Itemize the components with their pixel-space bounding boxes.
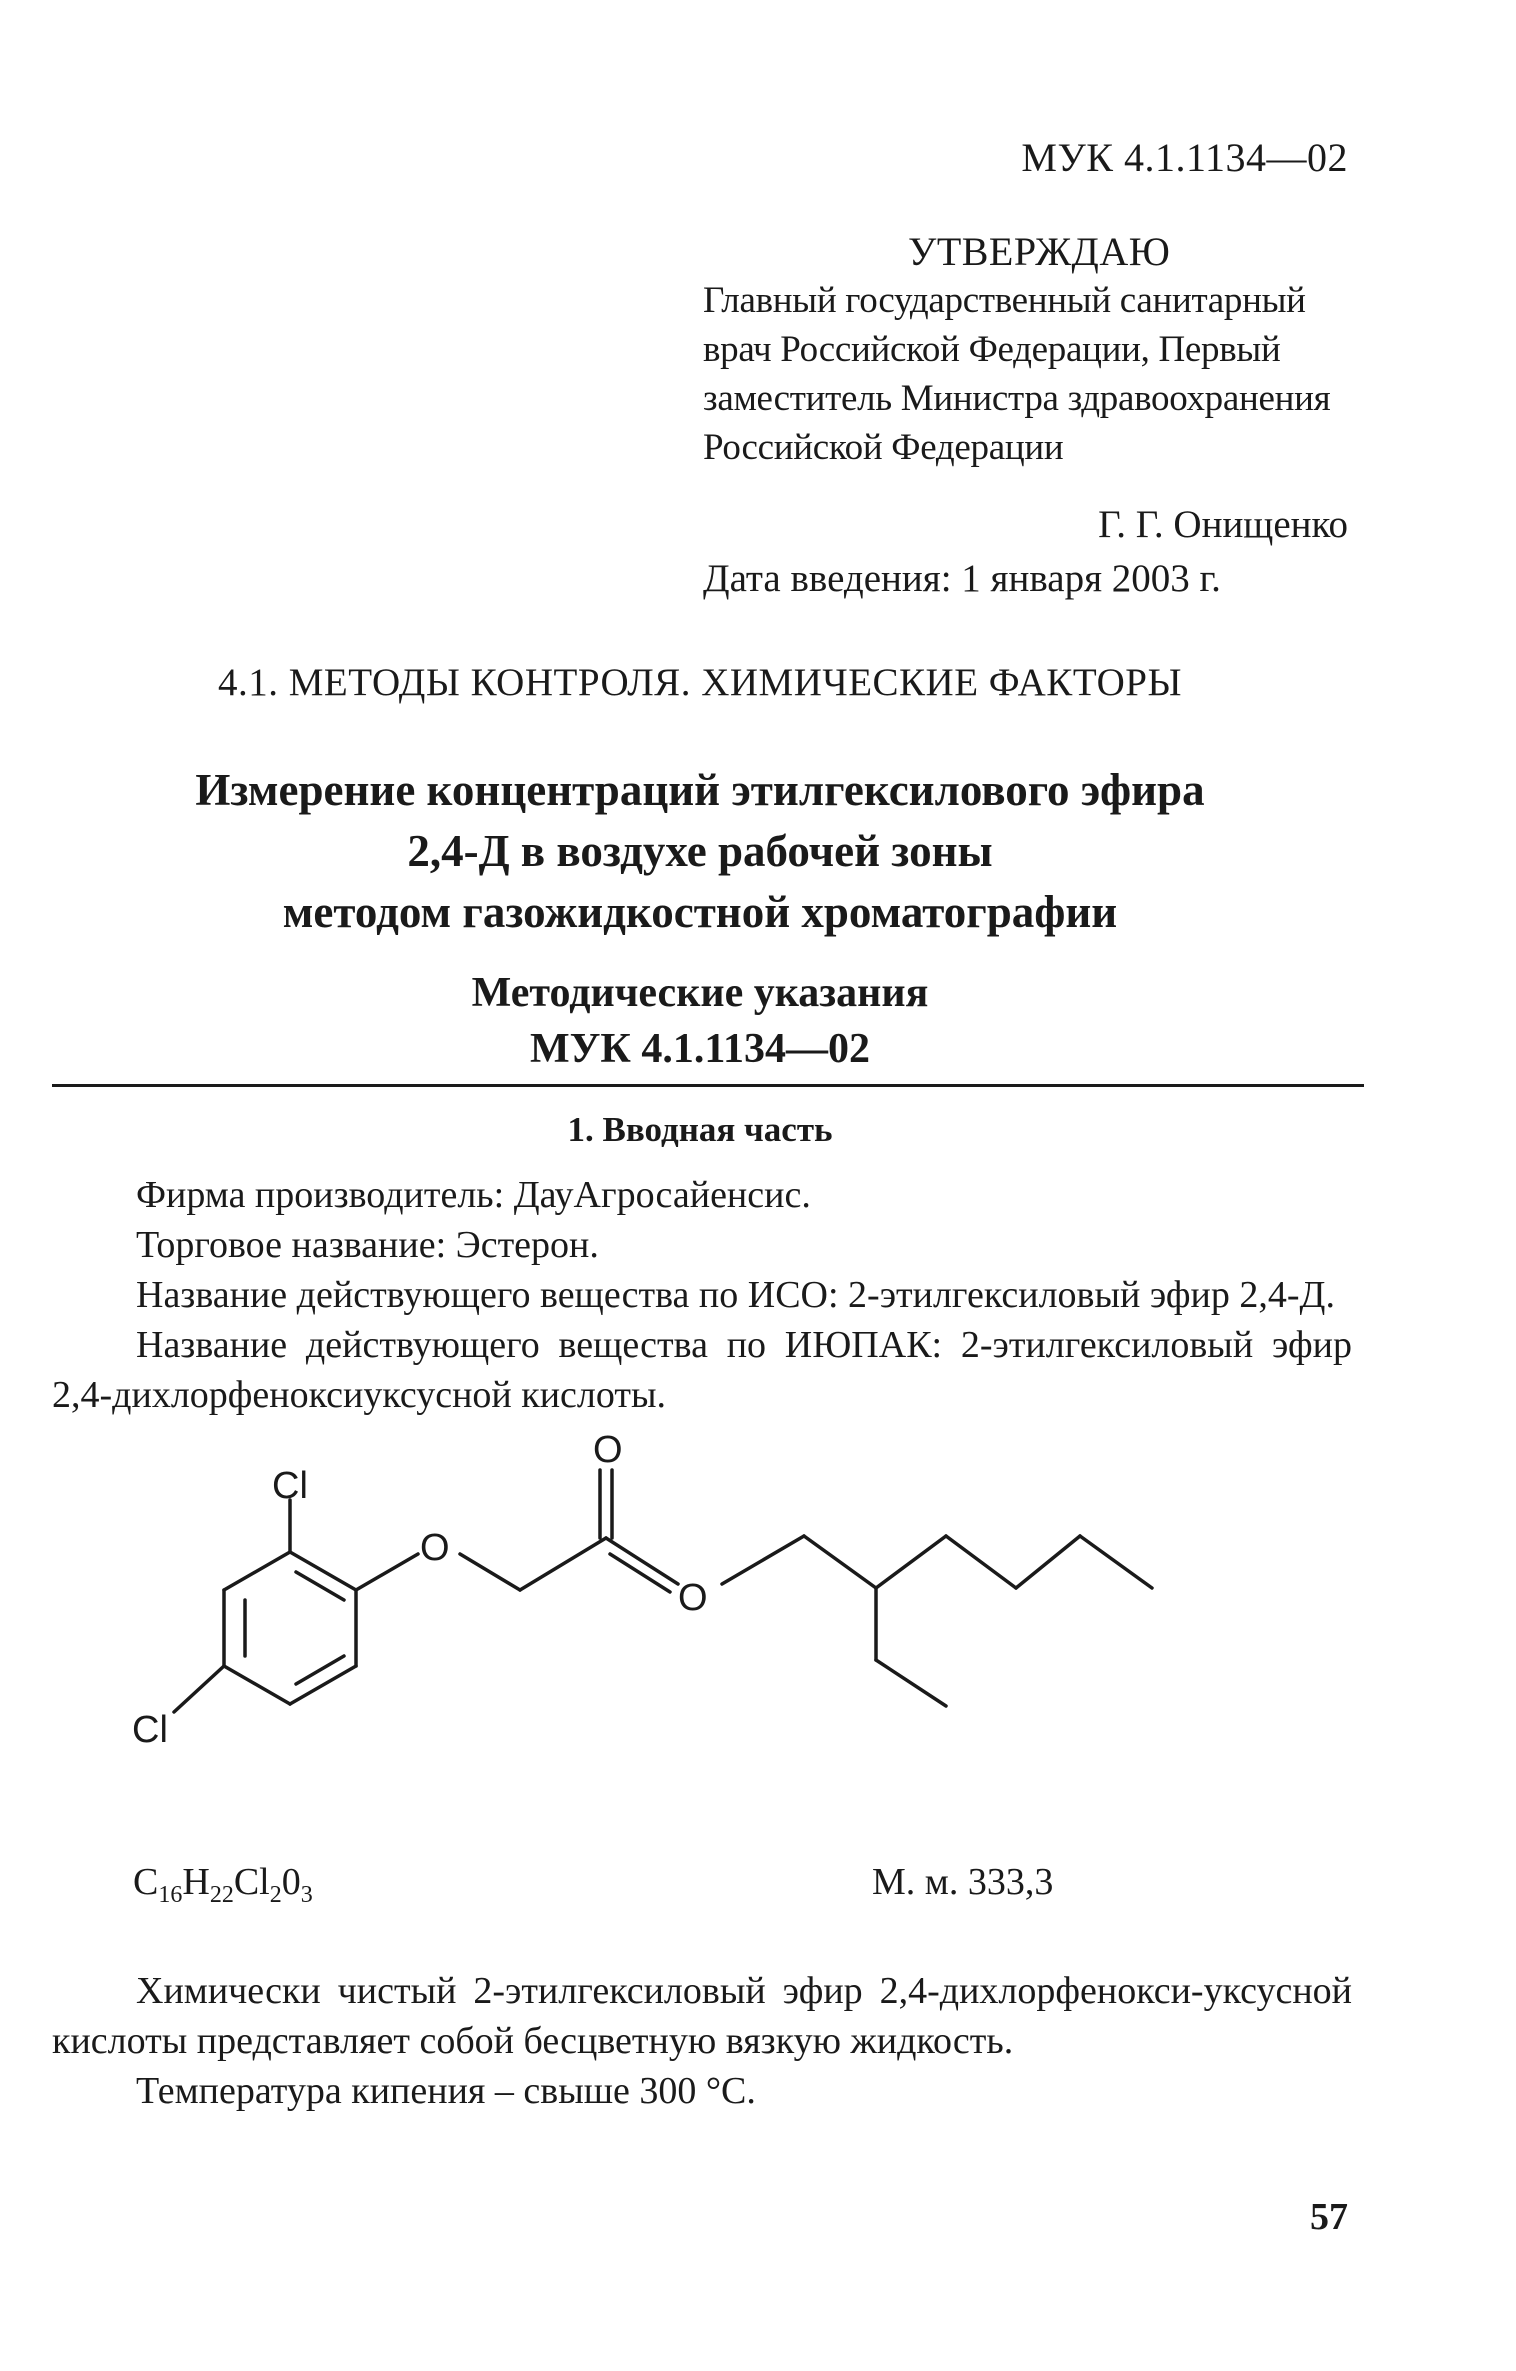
paragraph: Торговое название: Эстерон.: [136, 1224, 599, 1266]
chlorine-atom-label: Cl: [132, 1709, 168, 1751]
bond: [876, 1536, 946, 1588]
ring-bond: [224, 1666, 290, 1704]
approver-block: [703, 276, 1330, 472]
horizontal-rule: [52, 1084, 1364, 1087]
approver-line: врач Российской Федерации, Первый: [703, 329, 1281, 370]
oxygen-atom-label: O: [420, 1527, 450, 1569]
bond: [722, 1536, 804, 1584]
intro-paragraphs: [52, 1170, 1352, 1420]
chemical-formula: $C_{16}H_{22}Cl_20_3$: [133, 1861, 313, 1908]
bond: [804, 1536, 876, 1588]
section-heading: 1. Вводная часть: [567, 1110, 833, 1149]
paragraph: Температура кипения – свыше 300 °С.: [136, 2070, 756, 2112]
chlorine-atom-label: Cl: [272, 1465, 308, 1507]
title-line: методом газожидкостной хроматографии: [282, 887, 1118, 937]
bond: [460, 1554, 520, 1590]
ring-bond: [290, 1666, 356, 1704]
title-line: Измерение концентраций этилгексилового эфира: [195, 765, 1205, 815]
molar-mass: М. м. 333,3: [872, 1861, 1054, 1903]
paragraph: Название действующего вещества по ИСО: 2-этилгексиловый эфир 2,4-Д.: [136, 1274, 1335, 1316]
subtitle-line: Методические указания: [471, 970, 929, 1016]
bond: [1080, 1536, 1152, 1588]
properties-paragraphs: [52, 1966, 1352, 2116]
paragraph: Химически чистый 2-этилгексиловый эфир 2,4-дихлорфенокси-уксусной кислоты представляет собой бесцветную вязкую жидкость.: [52, 1970, 1352, 2062]
ring-double-bond: [296, 1656, 344, 1684]
ring-bond: [290, 1552, 356, 1590]
document-code: МУК 4.1.1134—02: [1021, 135, 1348, 180]
oxygen-atom-label: O: [593, 1429, 623, 1471]
title-line: 2,4-Д в воздухе рабочей зоны: [407, 826, 993, 876]
paragraph: Название действующего вещества по ИЮПАК: 2-этилгексиловый эфир 2,4-дихлорфеноксиуксусной кислоты.: [52, 1324, 1352, 1416]
bond: [946, 1536, 1016, 1588]
approver-line: заместитель Министра здравоохранения: [703, 378, 1331, 419]
signer-name: Г. Г. Онищенко: [1098, 503, 1348, 546]
bond: [606, 1538, 678, 1584]
paragraph: Фирма производитель: ДауАгросайенсис.: [136, 1174, 811, 1216]
approval-title: УТВЕРЖДАЮ: [908, 229, 1171, 274]
document-subtitle: [0, 965, 1400, 1077]
approver-line: Главный государственный санитарный: [703, 280, 1306, 321]
introduction-date: Дата введения: 1 января 2003 г.: [703, 557, 1221, 600]
bond: [876, 1660, 946, 1706]
ring-double-bond: [296, 1572, 344, 1600]
bond: [520, 1538, 606, 1590]
subtitle-line: МУК 4.1.1134—02: [529, 1026, 871, 1072]
oxygen-atom-label: O: [678, 1577, 708, 1619]
bond: [1016, 1536, 1080, 1588]
ring-bond: [224, 1552, 290, 1590]
bond: [174, 1666, 224, 1712]
page-number: 57: [1310, 2196, 1348, 2238]
document-title: [0, 760, 1400, 943]
approver-line: Российской Федерации: [703, 427, 1064, 468]
structural-formula: [100, 1429, 1220, 1820]
bond: [356, 1554, 418, 1590]
section-header: 4.1. МЕТОДЫ КОНТРОЛЯ. ХИМИЧЕСКИЕ ФАКТОРЫ: [218, 661, 1182, 704]
